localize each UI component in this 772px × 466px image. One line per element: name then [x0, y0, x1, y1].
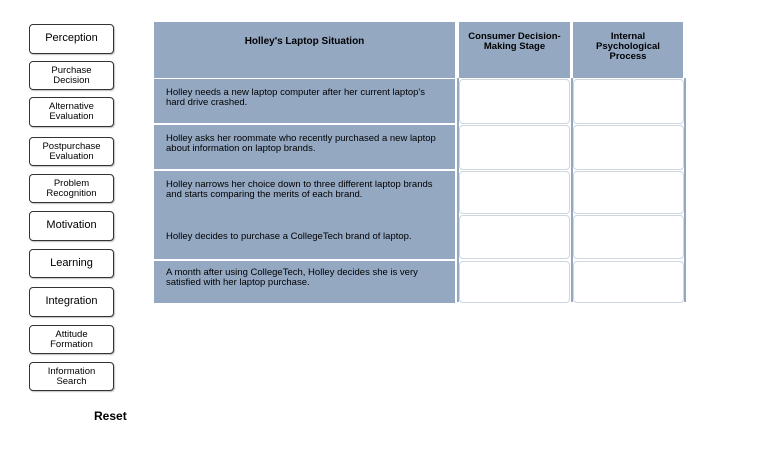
situation-cell — [154, 215, 455, 260]
situation-cell — [154, 125, 455, 170]
tile-alternative-evaluation[interactable] — [29, 97, 114, 127]
situation-text: Holley decides to purchase a CollegeTech brand of laptop. — [166, 230, 412, 242]
tile-postpurchase-evaluation[interactable] — [29, 137, 114, 166]
tile-integration[interactable] — [29, 287, 114, 317]
stage-drop-zone[interactable] — [459, 79, 570, 124]
tile-perception[interactable] — [29, 24, 114, 54]
stage-drop-zone[interactable] — [459, 215, 570, 259]
tile-label: Learning — [50, 256, 93, 269]
process-drop-zone[interactable] — [573, 261, 684, 303]
situation-cell — [154, 171, 455, 216]
situation-cell — [154, 79, 455, 124]
tile-learning[interactable] — [29, 249, 114, 278]
process-drop-zone[interactable] — [573, 171, 684, 214]
situation-cell — [154, 261, 455, 303]
tile-label: Purchase Decision — [51, 64, 92, 86]
column-divider — [684, 78, 686, 302]
tile-purchase-decision[interactable] — [29, 61, 114, 90]
tile-label: Information Search — [47, 365, 96, 387]
process-drop-zone[interactable] — [573, 125, 684, 170]
stage-drop-zone[interactable] — [459, 125, 570, 170]
situation-text: Holley asks her roommate who recently purchased a new laptop about information on laptop brands. — [166, 132, 436, 154]
tile-label: Integration — [45, 295, 98, 308]
process-drop-zone[interactable] — [573, 79, 684, 124]
situation-text: Holley needs a new laptop computer after her current laptop's hard drive crashed. — [166, 86, 425, 108]
tile-problem-recognition[interactable] — [29, 174, 114, 203]
tile-attitude-formation[interactable] — [29, 325, 114, 354]
stage-drop-zone[interactable] — [459, 261, 570, 303]
tile-label: Perception — [45, 32, 98, 45]
reset-button[interactable]: Reset — [94, 409, 127, 423]
stage-drop-zone[interactable] — [459, 171, 570, 214]
tile-label: Postpurchase Evaluation — [42, 140, 101, 162]
tile-motivation[interactable] — [29, 211, 114, 241]
header-situation: Holley's Laptop Situation — [154, 22, 455, 78]
process-drop-zone[interactable] — [573, 215, 684, 259]
tile-information-search[interactable] — [29, 362, 114, 391]
tile-label: Problem Recognition — [46, 177, 97, 199]
tile-label: Motivation — [46, 219, 97, 232]
tile-label: Attitude Formation — [50, 328, 93, 350]
tile-label: Alternative Evaluation — [49, 101, 94, 122]
situation-text: A month after using CollegeTech, Holley decides she is very satisfied with her laptop purchase. — [166, 266, 418, 288]
header-psych-process: Internal Psychological Process — [573, 22, 683, 78]
situation-text: Holley narrows her choice down to three different laptop brands and starts comparing the merits of each brand. — [166, 178, 433, 200]
header-decision-stage: Consumer Decision-Making Stage — [459, 22, 570, 78]
